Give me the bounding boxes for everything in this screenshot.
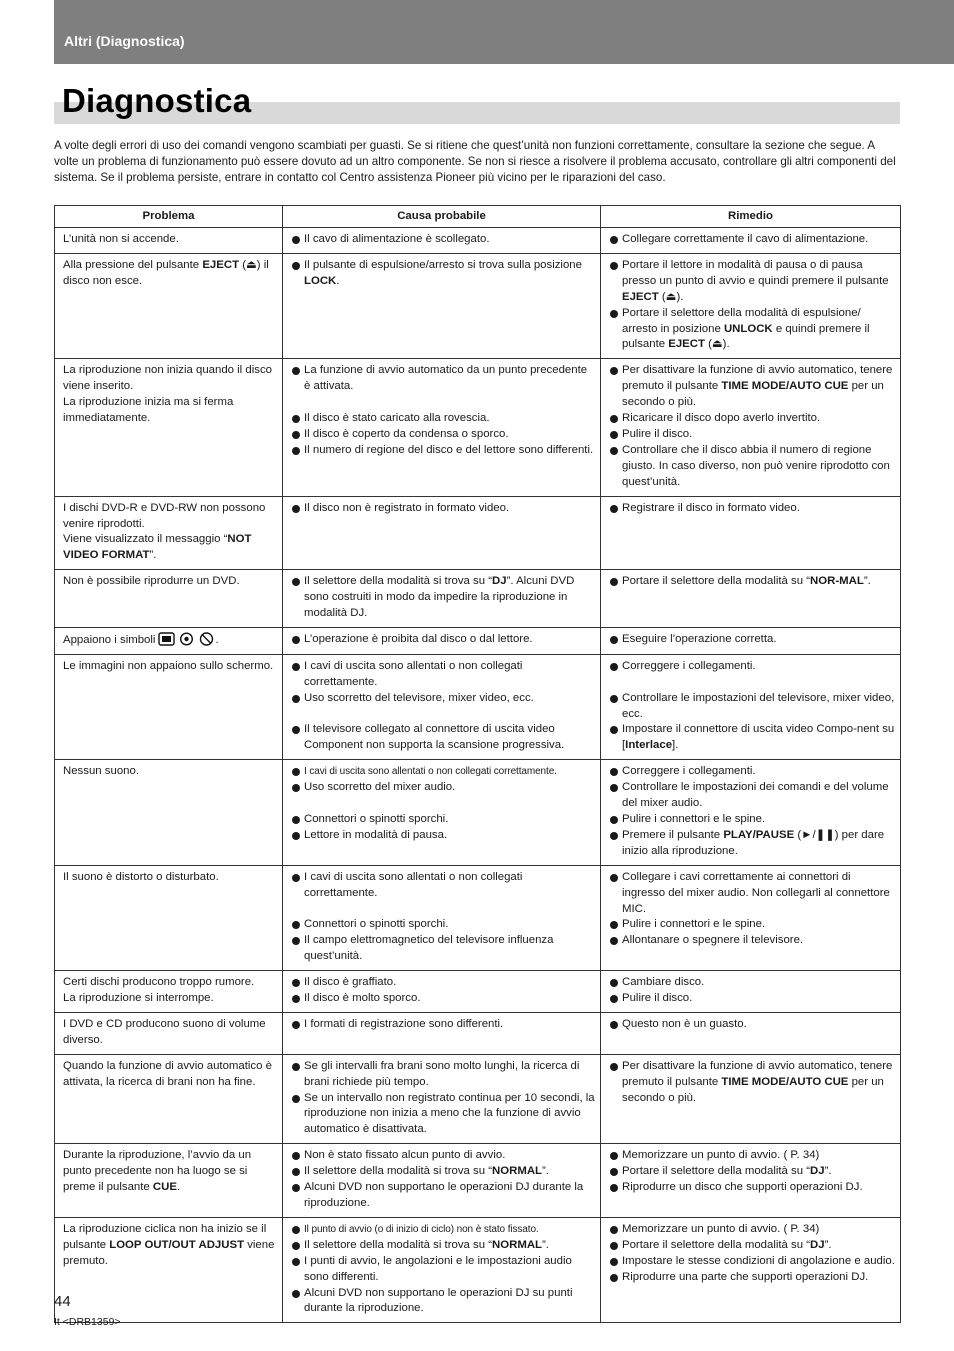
remedy-list bbox=[609, 574, 896, 590]
table-row bbox=[55, 570, 901, 628]
cause-list bbox=[291, 1017, 596, 1033]
cause-cell bbox=[283, 760, 601, 865]
document-code: It <DRB1359> bbox=[54, 1316, 121, 1328]
remedy-item: Per disattivare la funzione di avvio automatico, tenere premuto il pulsante TIME MODE/AUTO CUE per un secondo o più. bbox=[609, 363, 896, 411]
table-row bbox=[55, 359, 901, 496]
cause-item: Il disco è molto sporco. bbox=[291, 991, 596, 1007]
section-label: Altri (Diagnostica) bbox=[64, 33, 185, 49]
remedy-item: Controllare che il disco abbia il numero di regione giusto. In caso diverso, non può venire riprodotto con quest’unità. bbox=[609, 443, 896, 491]
cause-item: Se un intervallo non registrato continua per 10 secondi, la riproduzione non inizia a meno che la funzione di avvio automatico è disattivata. bbox=[291, 1091, 596, 1139]
remedy-list bbox=[609, 975, 896, 1007]
table-row bbox=[55, 1217, 901, 1322]
cause-item: Il televisore collegato al connettore di uscita video Component non supporta la scansione progressiva. bbox=[291, 722, 596, 754]
table-row bbox=[55, 496, 901, 570]
cause-item: Il disco non è registrato in formato video. bbox=[291, 501, 596, 517]
remedy-item: Pulire i connettori e le spine. bbox=[609, 812, 896, 828]
page-title: Diagnostica bbox=[62, 82, 252, 119]
remedy-cell bbox=[601, 1012, 901, 1054]
problem-text: Durante la riproduzione, l’avvio da un punto precedente non ha luogo se si preme il pulsante CUE. bbox=[63, 1149, 252, 1194]
cause-item: Alcuni DVD non supportano le operazioni DJ su punti durante la riproduzione. bbox=[291, 1286, 596, 1318]
problem-cell bbox=[55, 1217, 283, 1322]
remedy-item: Questo non è un guasto. bbox=[609, 1017, 896, 1033]
remedy-list bbox=[609, 1148, 896, 1196]
table-row bbox=[55, 760, 901, 865]
table-row bbox=[55, 971, 901, 1013]
table-row bbox=[55, 1054, 901, 1144]
table-row bbox=[55, 865, 901, 970]
problem-cell bbox=[55, 359, 283, 496]
remedy-cell bbox=[601, 570, 901, 628]
page-number: 44 bbox=[54, 1293, 71, 1310]
cause-item: Il disco è stato caricato alla rovescia. bbox=[291, 411, 596, 427]
cause-list bbox=[291, 574, 596, 622]
cause-item: Il selettore della modalità si trova su “NORMAL”. bbox=[291, 1238, 596, 1254]
cause-item: Se gli intervalli fra brani sono molto lunghi, la ricerca di brani richiede più tempo. bbox=[291, 1059, 596, 1091]
remedy-list bbox=[609, 501, 896, 517]
remedy-cell bbox=[601, 1054, 901, 1144]
remedy-list bbox=[609, 870, 896, 950]
cause-item: Il numero di regione del disco e del lettore sono differenti. bbox=[291, 443, 596, 459]
remedy-list bbox=[609, 764, 896, 859]
remedy-item: Impostare il connettore di uscita video Compo-nent su [Interlace]. bbox=[609, 722, 896, 754]
remedy-list bbox=[609, 1017, 896, 1033]
remedy-item: Controllare le impostazioni del televisore, mixer video, ecc. bbox=[609, 691, 896, 723]
header-remedy: Rimedio bbox=[601, 206, 901, 228]
problem-text: Il suono è distorto o disturbato. bbox=[63, 870, 219, 883]
remedy-list bbox=[609, 363, 896, 490]
table-row bbox=[55, 253, 901, 358]
remedy-item: Collegare correttamente il cavo di alimentazione. bbox=[609, 232, 896, 248]
cause-item: Il punto di avvio (o di inizio di ciclo) non è stato fissato. bbox=[291, 1222, 596, 1238]
remedy-item: Collegare i cavi correttamente ai connettori di ingresso del mixer audio. Non collegarli al connettore MIC. bbox=[609, 870, 896, 918]
cause-item: La funzione di avvio automatico da un punto precedente è attivata. bbox=[291, 363, 596, 395]
remedy-item: Cambiare disco. bbox=[609, 975, 896, 991]
cause-cell bbox=[283, 1054, 601, 1144]
remedy-item: Memorizzare un punto di avvio. ( P. 34) bbox=[609, 1148, 896, 1164]
cause-item: Alcuni DVD non supportano le operazioni DJ durante la riproduzione. bbox=[291, 1180, 596, 1212]
remedy-item: Portare il selettore della modalità di espulsione/ arresto in posizione UNLOCK e quindi premere il pulsante EJECT (⏏). bbox=[609, 306, 896, 354]
remedy-cell bbox=[601, 496, 901, 570]
problem-text: Le immagini non appaiono sullo schermo. bbox=[63, 659, 274, 672]
table-row bbox=[55, 228, 901, 254]
remedy-item: Pulire il disco. bbox=[609, 427, 896, 443]
cause-list bbox=[291, 258, 596, 290]
cause-cell bbox=[283, 228, 601, 254]
cause-cell bbox=[283, 253, 601, 358]
remedy-cell bbox=[601, 1144, 901, 1218]
cause-cell bbox=[283, 570, 601, 628]
header-problem: Problema bbox=[55, 206, 283, 228]
cause-list bbox=[291, 1222, 596, 1317]
cause-item: I punti di avvio, le angolazioni e le impostazioni audio sono differenti. bbox=[291, 1254, 596, 1286]
remedy-item: Allontanare o spegnere il televisore. bbox=[609, 933, 896, 949]
cause-item: Il pulsante di espulsione/arresto si trova sulla posizione LOCK. bbox=[291, 258, 596, 290]
problem-cell bbox=[55, 1054, 283, 1144]
cause-list bbox=[291, 501, 596, 517]
cause-item: Lettore in modalità di pausa. bbox=[291, 828, 596, 844]
problem-cell bbox=[55, 654, 283, 759]
remedy-item: Controllare le impostazioni dei comandi e del volume del mixer audio. bbox=[609, 780, 896, 812]
cause-cell bbox=[283, 496, 601, 570]
problem-text: Nessun suono. bbox=[63, 765, 139, 778]
problem-text: I dischi DVD-R e DVD-RW non possono venire riprodotti. Viene visualizzato il messaggio “NOT VIDEO FORMAT”. bbox=[63, 501, 266, 562]
cause-item: Il cavo di alimentazione è scollegato. bbox=[291, 232, 596, 248]
cause-cell bbox=[283, 865, 601, 970]
problem-cell bbox=[55, 228, 283, 254]
remedy-list bbox=[609, 258, 896, 353]
remedy-list bbox=[609, 1059, 896, 1107]
problem-text: I DVD e CD producono suono di volume diverso. bbox=[63, 1017, 266, 1046]
cause-item: I formati di registrazione sono differenti. bbox=[291, 1017, 596, 1033]
cause-cell bbox=[283, 359, 601, 496]
cause-list bbox=[291, 1148, 596, 1212]
remedy-cell bbox=[601, 865, 901, 970]
cause-item: Il campo elettromagnetico del televisore influenza quest’unità. bbox=[291, 933, 596, 965]
problem-cell bbox=[55, 1144, 283, 1218]
remedy-item: Portare il lettore in modalità di pausa o di pausa presso un punto di avvio e quindi premere il pulsante EJECT (⏏). bbox=[609, 258, 896, 306]
remedy-list bbox=[609, 232, 896, 248]
remedy-item: Pulire i connettori e le spine. bbox=[609, 917, 896, 933]
cause-list bbox=[291, 1059, 596, 1139]
problem-text: Alla pressione del pulsante EJECT (⏏) il disco non esce. bbox=[63, 258, 269, 287]
problem-text: L’unità non si accende. bbox=[63, 233, 179, 245]
problem-cell bbox=[55, 496, 283, 570]
cause-cell bbox=[283, 654, 601, 759]
cause-item: Il selettore della modalità si trova su “DJ”. Alcuni DVD sono costruiti in modo da impedire la riproduzione in modalità DJ. bbox=[291, 574, 596, 622]
cause-item: Uso scorretto del mixer audio. bbox=[291, 780, 596, 796]
cause-list bbox=[291, 659, 596, 754]
remedy-item: Ricaricare il disco dopo averlo invertito. bbox=[609, 411, 896, 427]
remedy-item: Portare il selettore della modalità su “NOR-MAL”. bbox=[609, 574, 896, 590]
cause-list bbox=[291, 870, 596, 965]
cause-item: Connettori o spinotti sporchi. bbox=[291, 812, 596, 828]
remedy-item: Portare il selettore della modalità su “DJ”. bbox=[609, 1238, 896, 1254]
table-row bbox=[55, 1012, 901, 1054]
problem-cell bbox=[55, 971, 283, 1013]
problem-cell bbox=[55, 253, 283, 358]
remedy-list bbox=[609, 1222, 896, 1286]
remedy-item: Riprodurre una parte che supporti operazioni DJ. bbox=[609, 1270, 896, 1286]
cause-cell bbox=[283, 1012, 601, 1054]
cause-item: Il disco è graffiato. bbox=[291, 975, 596, 991]
cause-item: Connettori o spinotti sporchi. bbox=[291, 917, 596, 933]
problem-text: La riproduzione ciclica non ha inizio se il pulsante LOOP OUT/OUT ADJUST viene premuto. bbox=[63, 1222, 275, 1267]
cause-item: Uso scorretto del televisore, mixer video, ecc. bbox=[291, 691, 596, 707]
cause-cell bbox=[283, 1217, 601, 1322]
cause-list bbox=[291, 764, 596, 844]
cause-cell bbox=[283, 971, 601, 1013]
remedy-list bbox=[609, 659, 896, 754]
cause-item: Non è stato fissato alcun punto di avvio. bbox=[291, 1148, 596, 1164]
troubleshooting-table bbox=[54, 205, 901, 1323]
remedy-item: Per disattivare la funzione di avvio automatico, tenere premuto il pulsante TIME MODE/AUTO CUE per un secondo o più. bbox=[609, 1059, 896, 1107]
table-row bbox=[55, 627, 901, 654]
cause-item: I cavi di uscita sono allentati o non collegati correttamente. bbox=[291, 659, 596, 691]
cause-list bbox=[291, 632, 596, 648]
table-header-row bbox=[55, 206, 901, 228]
cause-cell bbox=[283, 627, 601, 654]
cause-item: L’operazione è proibita dal disco o dal lettore. bbox=[291, 632, 596, 648]
problem-text: Certi dischi producono troppo rumore. La riproduzione si interrompe. bbox=[63, 976, 255, 1005]
cause-item: I cavi di uscita sono allentati o non collegati correttamente. bbox=[291, 764, 596, 780]
remedy-cell bbox=[601, 971, 901, 1013]
problem-cell bbox=[55, 760, 283, 865]
remedy-list bbox=[609, 632, 896, 648]
problem-text: Non è possibile riprodurre un DVD. bbox=[63, 575, 240, 588]
problem-cell bbox=[55, 865, 283, 970]
problem-cell bbox=[55, 570, 283, 628]
table-row bbox=[55, 1144, 901, 1218]
header-cause: Causa probabile bbox=[283, 206, 601, 228]
problem-text: Quando la funzione di avvio automatico è attivata, la ricerca di brani non ha fine. bbox=[63, 1059, 272, 1088]
remedy-item: Registrare il disco in formato video. bbox=[609, 501, 896, 517]
remedy-cell bbox=[601, 627, 901, 654]
remedy-cell bbox=[601, 228, 901, 254]
problem-text: La riproduzione non inizia quando il disco viene inserito. La riproduzione inizia ma si ferma immediatamente. bbox=[63, 364, 272, 425]
problem-cell bbox=[55, 1012, 283, 1054]
remedy-item: Riprodurre un disco che supporti operazioni DJ. bbox=[609, 1180, 896, 1196]
remedy-item: Portare il selettore della modalità su “DJ”. bbox=[609, 1164, 896, 1180]
remedy-item: Correggere i collegamenti. bbox=[609, 764, 896, 780]
cause-item: I cavi di uscita sono allentati o non collegati correttamente. bbox=[291, 870, 596, 902]
header-bar bbox=[54, 0, 954, 64]
remedy-item: Impostare le stesse condizioni di angolazione e audio. bbox=[609, 1254, 896, 1270]
cause-list bbox=[291, 232, 596, 248]
prohibited-symbols-icon: . bbox=[155, 634, 218, 646]
remedy-item: Memorizzare un punto di avvio. ( P. 34) bbox=[609, 1222, 896, 1238]
cause-list bbox=[291, 363, 596, 458]
problem-cell bbox=[55, 627, 283, 654]
cause-item: Il disco è coperto da condensa o sporco. bbox=[291, 427, 596, 443]
cause-list bbox=[291, 975, 596, 1007]
problem-text: Appaiono i simboli bbox=[63, 633, 156, 646]
remedy-item: Correggere i collegamenti. bbox=[609, 659, 896, 675]
remedy-item: Eseguire l’operazione corretta. bbox=[609, 632, 896, 648]
remedy-item: Pulire il disco. bbox=[609, 991, 896, 1007]
remedy-cell bbox=[601, 654, 901, 759]
remedy-item: Premere il pulsante PLAY/PAUSE (►/❚❚) per dare inizio alla riproduzione. bbox=[609, 828, 896, 860]
remedy-cell bbox=[601, 760, 901, 865]
remedy-cell bbox=[601, 359, 901, 496]
remedy-cell bbox=[601, 1217, 901, 1322]
intro-paragraph: A volte degli errori di uso dei comandi vengono scambiati per guasti. Se si ritiene che quest’unità non funzioni correttamente, consultare la sezione che segue. A volte un problema di funzionamento può essere dovuto ad un altro componente. Se non si riesce a risolvere il problema accusato, controllare gli altri componenti del sistema. Se il problema persiste, entrare in contatto col Centro assistenza Pioneer più vicino per le riparazioni del caso. bbox=[54, 139, 896, 185]
cause-cell bbox=[283, 1144, 601, 1218]
cause-item: Il selettore della modalità si trova su “NORMAL”. bbox=[291, 1164, 596, 1180]
table-row bbox=[55, 654, 901, 759]
remedy-cell bbox=[601, 253, 901, 358]
